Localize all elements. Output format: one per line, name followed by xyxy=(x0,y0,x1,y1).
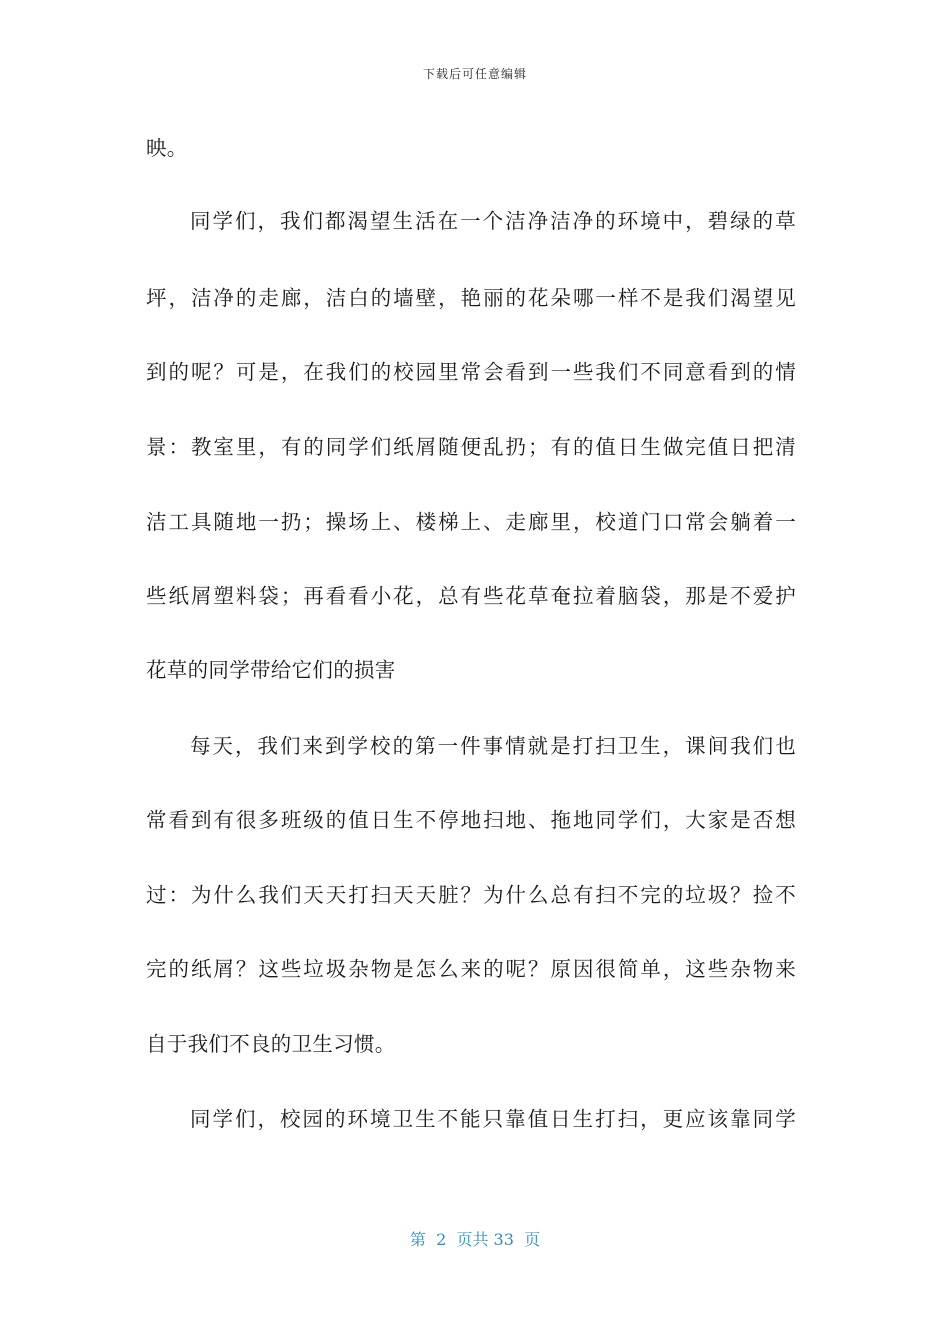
text-line: 映。 xyxy=(146,136,188,160)
text-line: 些纸屑塑料袋；再看看小花，总有些花草奄拉着脑袋，那是不爱护 xyxy=(146,584,798,608)
page-header: 下载后可任意编辑 xyxy=(422,67,527,81)
text-line: 到的呢？可是，在我们的校园里常会看到一些我们不同意看到的情 xyxy=(146,360,798,384)
text-line: 常看到有很多班级的值日生不停地扫地、拖地同学们，大家是否想 xyxy=(146,808,798,832)
text-line: 洁工具随地一扔；操场上、楼梯上、走廊里，校道门口常会躺着一 xyxy=(146,510,798,534)
text-line: 自于我们不良的卫生习惯。 xyxy=(146,1032,396,1056)
text-line: 过：为什么我们天天打扫天天脏？为什么总有扫不完的垃圾？捡不 xyxy=(146,883,798,907)
text-line: 花草的同学带给它们的损害 xyxy=(146,658,396,682)
text-line: 完的纸屑？这些垃圾杂物是怎么来的呢？原因很简单，这些杂物来 xyxy=(146,957,798,981)
text-line: 坪，洁净的走廊，洁白的墙壁，艳丽的花朵哪一样不是我们渴望见 xyxy=(146,286,798,310)
page-number: 第 2 页共 33 页 xyxy=(409,1230,541,1249)
paragraph-first-line: 同学们，校园的环境卫生不能只靠值日生打扫，更应该靠同学 xyxy=(190,1107,798,1131)
paragraph-first-line: 同学们，我们都渴望生活在一个洁净洁净的环境中，碧绿的草 xyxy=(190,209,798,233)
text-line: 景：教室里，有的同学们纸屑随便乱扔；有的值日生做完值日把清 xyxy=(146,435,798,459)
paragraph-first-line: 每天，我们来到学校的第一件事情就是打扫卫生，课间我们也 xyxy=(190,734,798,758)
